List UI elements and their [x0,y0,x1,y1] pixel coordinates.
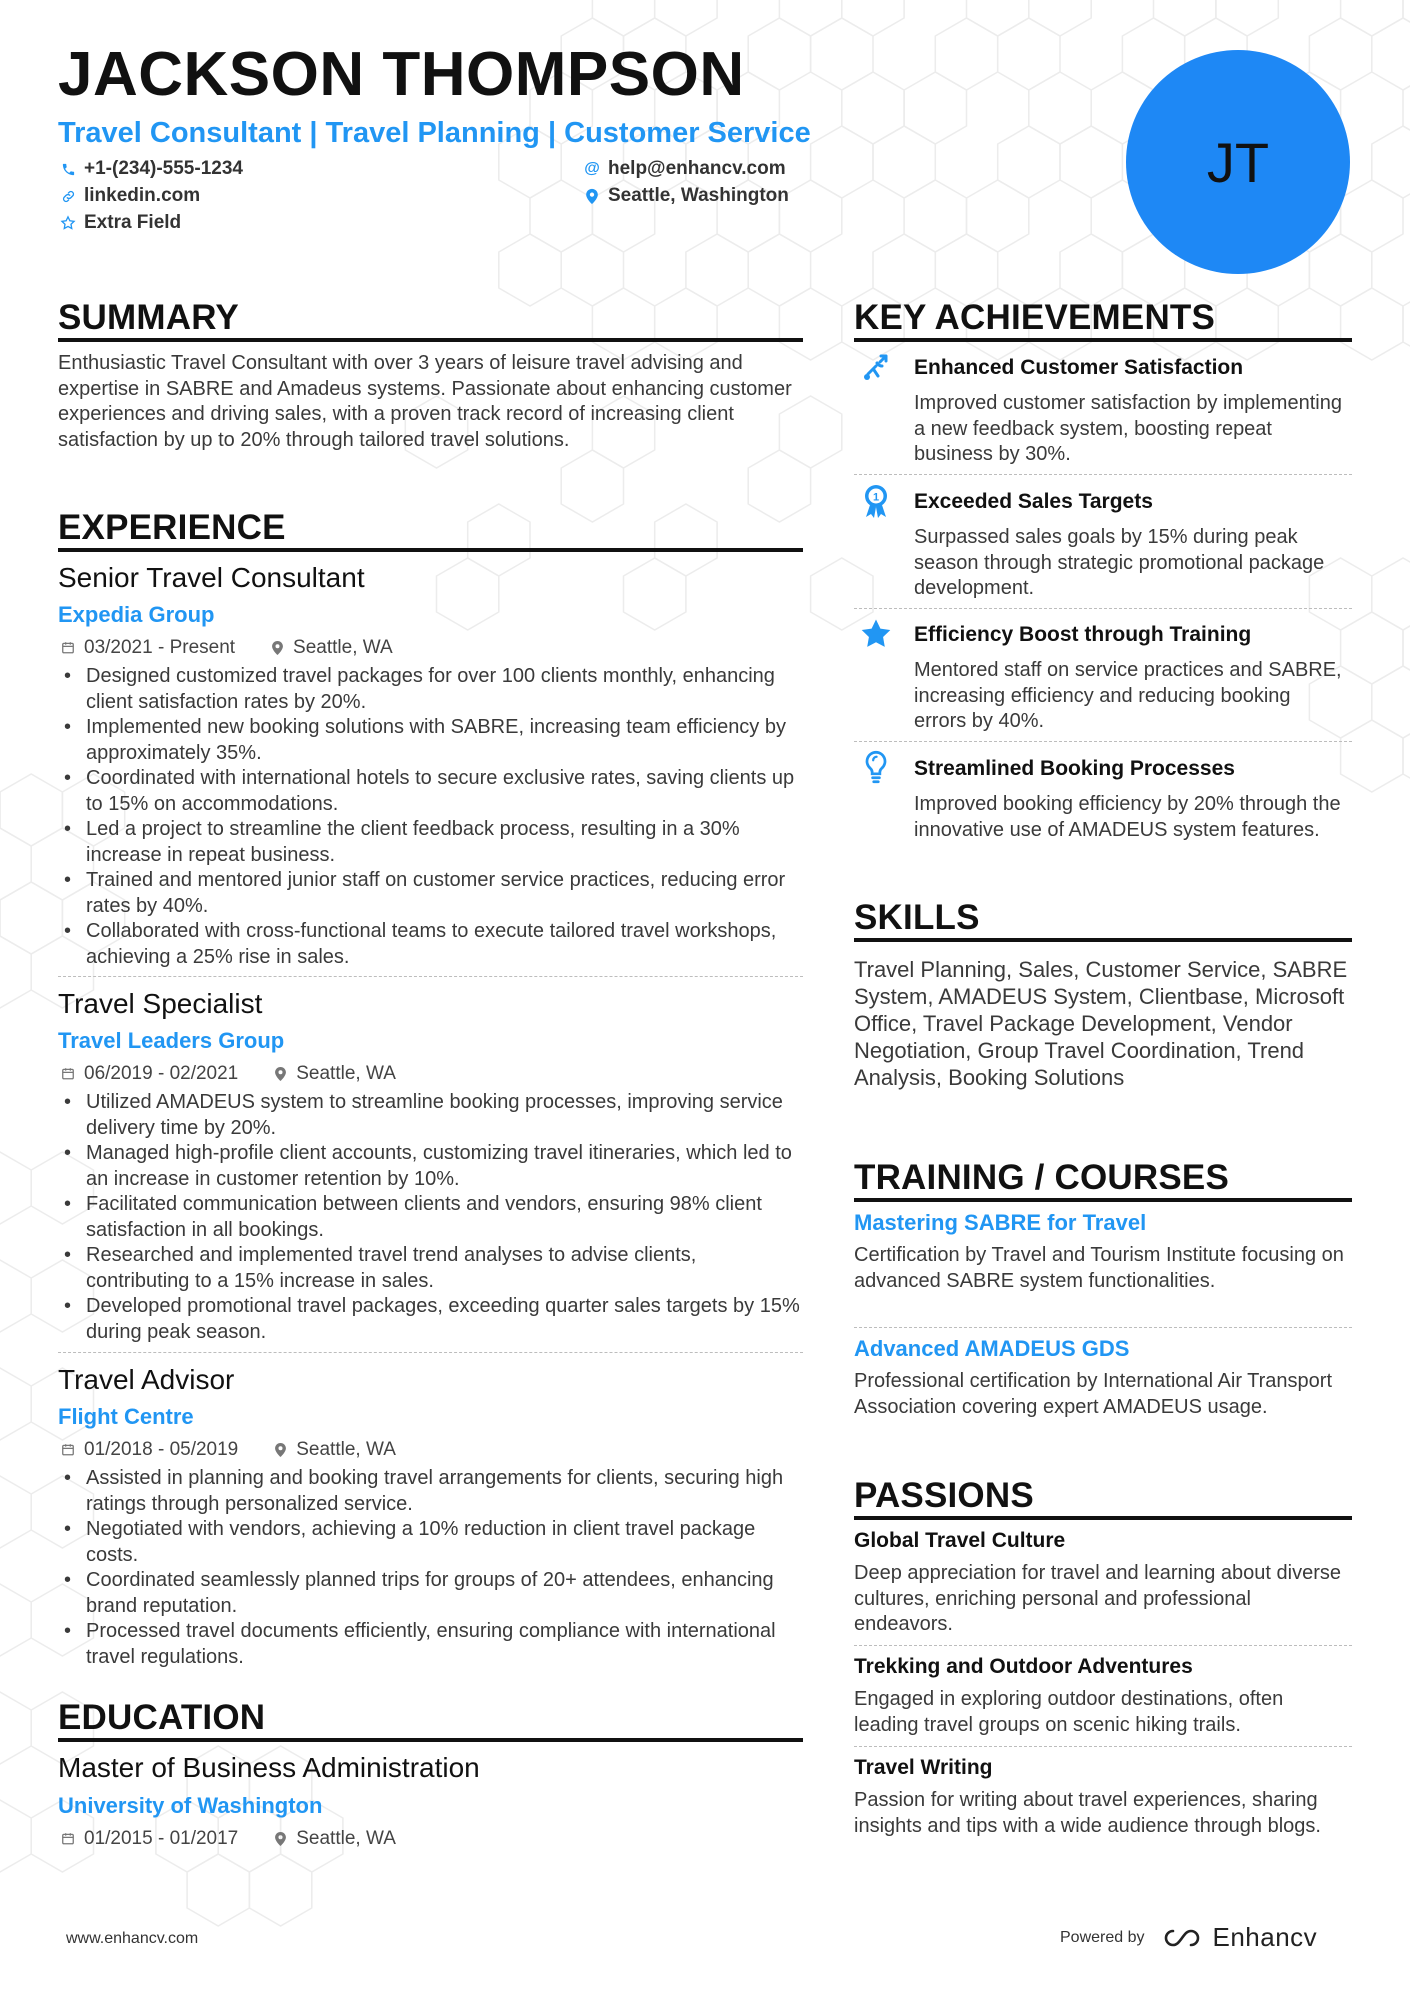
skills-divider [854,938,1352,942]
location-pin-icon [269,640,285,656]
job-title: Senior Travel Consultant [58,562,365,593]
education-dates: 01/2015 - 01/2017 [84,1828,239,1849]
achievement-desc: Surpassed sales goals by 15% during peak season through strategic promotional package development. [914,526,1325,599]
job-dates: 06/2019 - 02/2021 [84,1063,239,1084]
achievement-title: Efficiency Boost through Training [914,623,1252,646]
job-location: Seattle, WA [296,1063,396,1084]
star-icon [858,616,894,652]
location-pin-icon [272,1442,288,1458]
brand-name: Enhancv [1212,1922,1318,1952]
course-desc: Certification by Travel and Tourism Institute focusing on advanced SABRE system functionalities. [854,1244,1344,1292]
link-icon [60,187,76,205]
passion-desc: Deep appreciation for travel and learning about diverse cultures, enriching personal and professional endeavors. [854,1562,1341,1635]
education-heading: EDUCATION [58,1698,266,1737]
passion-title: Global Travel Culture [854,1529,1066,1552]
list-item: • Trained and mentored junior staff on customer service practices, reducing error rates by 40%. [58,868,803,919]
course-title: Advanced AMADEUS GDS [854,1336,1130,1361]
job-bullets [58,1090,803,1345]
job-meta [60,638,393,657]
school-name: University of Washington [58,1793,323,1818]
powered-by-label: Powered by [1060,1928,1145,1946]
list-item: • Utilized AMADEUS system to streamline booking processes, improving service delivery time by 20%. [58,1090,803,1141]
job-divider [58,976,803,977]
achievements-divider [854,338,1352,342]
skills-list: Travel Planning, Sales, Customer Service, SABRE System, AMADEUS System, Clientbase, Microsoft Office, Travel Package Development, Vendor Negotiation, Group Travel Coordination, Trend Analysis, Booking Solutions [854,957,1348,1090]
job-title: Travel Advisor [58,1364,235,1395]
path-route-icon [858,350,894,386]
enhancv-logo [1159,1922,1318,1953]
achievement-title: Enhanced Customer Satisfaction [914,356,1244,379]
star-outline-icon [60,214,76,232]
training-divider [854,1198,1352,1202]
calendar-icon [60,1831,76,1846]
list-item: • Processed travel documents efficiently, ensuring compliance with international travel regulations. [58,1619,803,1670]
job-dates: 03/2021 - Present [84,637,236,658]
candidate-headline: Travel Consultant | Travel Planning | Customer Service [58,117,811,149]
phone-icon [60,160,76,178]
enhancv-logo-icon [1159,1926,1205,1950]
passions-heading: PASSIONS [854,1476,1034,1515]
achievement-desc: Improved booking efficiency by 20% through the innovative use of AMADEUS system features. [914,793,1341,841]
job-divider [58,1352,803,1353]
phone-text: +1-(234)-555-1234 [84,158,243,179]
passion-divider [854,1746,1352,1747]
passions-divider [854,1516,1352,1520]
passion-title: Trekking and Outdoor Adventures [854,1655,1193,1678]
achievement-divider [854,474,1352,475]
course-divider [854,1327,1352,1328]
job-company: Flight Centre [58,1404,194,1429]
summary-divider [58,338,803,342]
experience-heading: EXPERIENCE [58,508,286,547]
achievement-title: Streamlined Booking Processes [914,757,1235,780]
education-location: Seattle, WA [296,1828,396,1849]
passion-title: Travel Writing [854,1756,993,1779]
list-item: • Assisted in planning and booking travel arrangements for clients, securing high ratings through personalized service. [58,1466,803,1517]
lightbulb-icon [858,749,894,785]
linkedin-text: linkedin.com [84,185,201,206]
passion-desc: Engaged in exploring outdoor destinations, often leading travel groups on scenic hiking trails. [854,1688,1284,1736]
job-dates: 01/2018 - 05/2019 [84,1439,239,1460]
achievement-divider [854,608,1352,609]
calendar-icon [60,640,76,655]
passion-desc: Passion for writing about travel experiences, sharing insights and tips with a wide audience through blogs. [854,1789,1321,1837]
achievements-heading: KEY ACHIEVEMENTS [854,298,1216,337]
degree-title: Master of Business Administration [58,1752,480,1783]
course-desc: Professional certification by International Air Transport Association covering expert AMADEUS usage. [854,1370,1333,1418]
list-item: • Coordinated seamlessly planned trips for groups of 20+ attendees, enhancing brand reputation. [58,1568,803,1619]
list-item: • Led a project to streamline the client feedback process, resulting in a 30% increase in repeat business. [58,817,803,868]
avatar [1126,50,1350,274]
candidate-name: JACKSON THOMPSON [58,40,745,109]
contact-location [584,185,789,207]
contact-extra [60,212,181,234]
at-sign-icon: @ [584,160,600,177]
list-item: • Designed customized travel packages for over 100 clients monthly, enhancing client satisfaction rates by 20%. [58,664,803,715]
list-item: • Facilitated communication between clients and vendors, ensuring 98% client satisfaction in all bookings. [58,1192,803,1243]
calendar-icon [60,1066,76,1081]
list-item: • Managed high-profile client accounts, customizing travel itineraries, which led to an increase in customer retention by 10%. [58,1141,803,1192]
contact-linkedin[interactable] [60,185,200,207]
job-meta [60,1440,396,1459]
list-item: • Negotiated with vendors, achieving a 10% reduction in client travel package costs. [58,1517,803,1568]
course-title: Mastering SABRE for Travel [854,1210,1147,1235]
list-item: • Researched and implemented travel trend analyses to advise clients, contributing to a 15% increase in sales. [58,1243,803,1294]
avatar-initials: JT [1206,130,1270,194]
location-pin-icon [272,1066,288,1082]
location-pin-icon [272,1831,288,1847]
training-heading: TRAINING / COURSES [854,1158,1230,1197]
calendar-icon [60,1442,76,1457]
job-title: Travel Specialist [58,988,263,1019]
email-text: help@enhancv.com [608,158,786,179]
skills-heading: SKILLS [854,898,980,937]
summary-text: Enthusiastic Travel Consultant with over 3 years of leisure travel advising and expertise in SABRE and Amadeus systems. Passionate about enhancing customer experiences and driving sales, with a proven track record of increasing client satisfaction by up to 20% through tailored travel solutions. [58,352,792,451]
job-company: Travel Leaders Group [58,1028,285,1053]
location-text: Seattle, Washington [608,185,789,206]
contact-phone[interactable] [60,158,243,180]
job-location: Seattle, WA [296,1439,396,1460]
job-company: Expedia Group [58,602,215,627]
job-bullets [58,1466,803,1670]
achievement-desc: Improved customer satisfaction by implementing a new feedback system, boosting repeat business by 30%. [914,392,1342,465]
achievement-title: Exceeded Sales Targets [914,490,1153,513]
footer-branding[interactable] [1060,1922,1317,1953]
extra-field-text: Extra Field [84,212,182,233]
passion-divider [854,1645,1352,1646]
list-item: • Coordinated with international hotels to secure exclusive rates, saving clients up to 15% on accommodations. [58,766,803,817]
summary-heading: SUMMARY [58,298,239,337]
list-item: • Collaborated with cross-functional teams to execute tailored travel workshops, achieving a 25% rise in sales. [58,919,803,970]
achievement-divider [854,741,1352,742]
svg-text:1: 1 [872,491,880,504]
experience-divider [58,548,803,552]
location-pin-icon [584,187,600,205]
list-item: • Developed promotional travel packages, exceeding quarter sales targets by 15% during peak season. [58,1294,803,1345]
job-meta [60,1064,396,1083]
award-ribbon-icon [858,483,894,519]
footer-website[interactable]: www.enhancv.com [66,1930,199,1947]
job-bullets [58,664,803,970]
contact-email[interactable] [584,158,786,180]
list-item: • Implemented new booking solutions with SABRE, increasing team efficiency by approximately 35%. [58,715,803,766]
achievement-desc: Mentored staff on service practices and SABRE, increasing efficiency and reducing booking errors by 40%. [914,659,1342,732]
job-location: Seattle, WA [293,637,393,658]
education-divider [58,1738,803,1742]
education-meta [60,1829,396,1848]
